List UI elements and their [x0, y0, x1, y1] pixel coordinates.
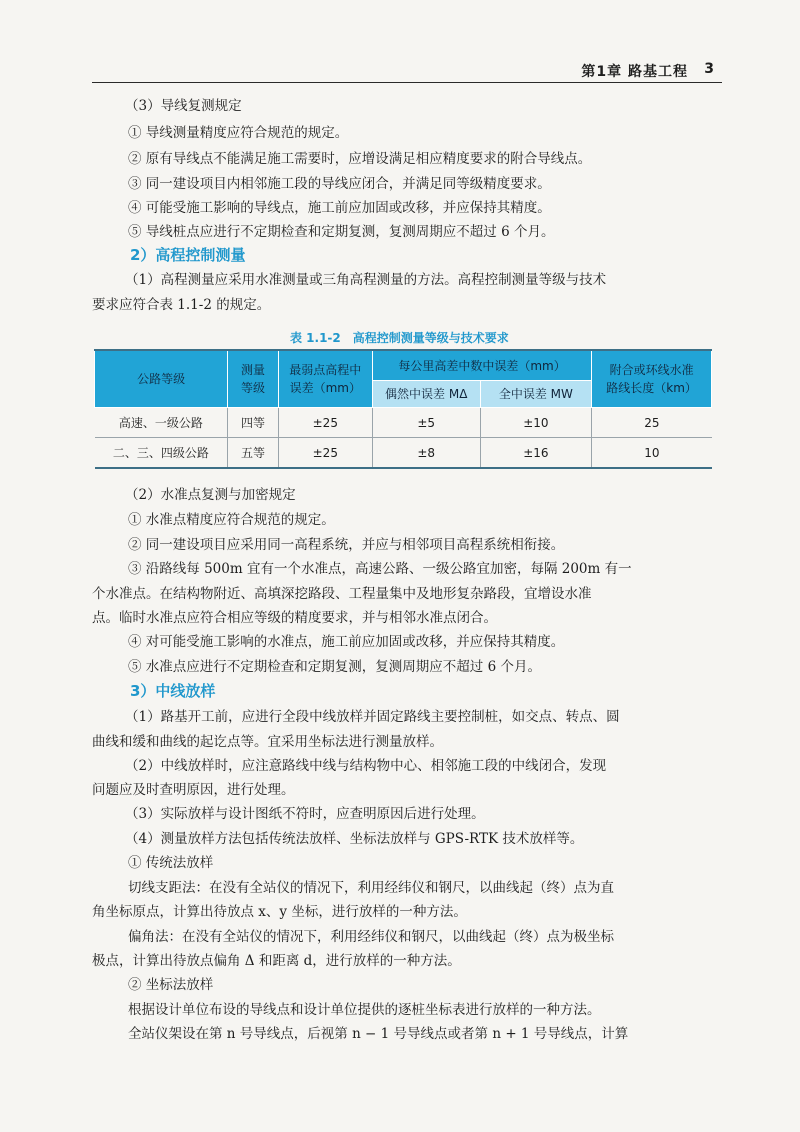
paragraph-line: 切线支距法：在没有全站仪的情况下，利用经纬仪和钢尺，以曲线起（终）点为直	[128, 880, 614, 896]
list-item-cont: 点。临时水准点应符合相应等级的精度要求，并与相邻水准点闭合。	[92, 610, 497, 626]
table-caption: 表 1.1-2 高程控制测量等级与技术要求	[290, 331, 509, 345]
page-header	[0, 58, 800, 84]
paragraph-line: 全站仪架设在第 n 号导线点，后视第 n − 1 号导线点或者第 n + 1 号导线点，计算	[128, 1026, 629, 1042]
table-subheader: 偶然中误差 MΔ	[372, 381, 480, 408]
paragraph-line: （3）实际放样与设计图纸不符时，应查明原因后进行处理。	[125, 806, 485, 822]
paragraph-line: 偏角法：在没有全站仪的情况下，利用经纬仪和钢尺，以曲线起（终）点为极坐标	[128, 929, 614, 945]
table-cell: ±5	[372, 408, 480, 438]
table-row	[95, 408, 712, 438]
paragraph-line: 根据设计单位布设的导线点和设计单位提供的逐桩坐标表进行放样的一种方法。	[128, 1002, 601, 1018]
paragraph-line: 要求应符合表 1.1-2 的规定。	[92, 297, 271, 313]
paragraph-line: （2）中线放样时，应注意路线中线与结构物中心、相邻施工段的中线闭合，发现	[125, 758, 607, 774]
paragraph-line: ② 坐标法放样	[128, 977, 214, 993]
list-item: ② 同一建设项目应采用同一高程系统，并应与相邻项目高程系统相衔接。	[128, 537, 565, 553]
paragraph-line: 曲线和缓和曲线的起讫点等。宜采用坐标法进行测量放样。	[92, 734, 443, 750]
table-cell: 高速、一级公路	[95, 408, 228, 438]
list-item: ⑤ 导线桩点应进行不定期检查和定期复测，复测周期应不超过 6 个月。	[128, 224, 555, 240]
table-cell: 10	[592, 438, 712, 469]
section-title: 2）高程控制测量	[130, 246, 246, 264]
paragraph-line: 角坐标原点，计算出待放点 x、y 坐标，进行放样的一种方法。	[92, 904, 467, 920]
table-cell: 五等	[228, 438, 278, 469]
table-cell: ±8	[372, 438, 480, 469]
paragraph-line: （4）测量放样方法包括传统法放样、坐标法放样与 GPS-RTK 技术放样等。	[125, 831, 584, 847]
paragraph-line: （1）高程测量应采用水准测量或三角高程测量的方法。高程控制测量等级与技术	[125, 272, 607, 288]
list-item: ① 导线测量精度应符合规范的规定。	[128, 125, 349, 141]
list-item: ② 原有导线点不能满足施工需要时，应增设满足相应精度要求的附合导线点。	[128, 151, 592, 167]
page-number: 3	[704, 61, 714, 77]
list-item: ④ 可能受施工影响的导线点，施工前应加固或改移，并应保持其精度。	[128, 200, 551, 216]
table-row	[95, 438, 712, 469]
table-cell: ±10	[480, 408, 592, 438]
header-rule	[92, 82, 722, 83]
table-header: 每公里高差中数中误差（mm）	[372, 350, 591, 381]
list-item: ⑤ 水准点应进行不定期检查和定期复测，复测周期应不超过 6 个月。	[128, 659, 541, 675]
list-item-cont: 个水准点。在结构物附近、高填深挖路段、工程量集中及地形复杂路段，宜增设水准	[92, 586, 592, 602]
paragraph-line: ① 传统法放样	[128, 855, 214, 871]
table-header: 公路等级	[95, 350, 228, 408]
paragraph-line: （1）路基开工前，应进行全段中线放样并固定路线主要控制桩，如交点、转点、圆	[125, 709, 620, 725]
table-cell: 二、三、四级公路	[95, 438, 228, 469]
table-cell: ±25	[278, 408, 372, 438]
section-title: 3）中线放样	[130, 682, 216, 700]
list-item: ③ 沿路线每 500m 宜有一个水准点，高速公路、一级公路宜加密，每隔 200m 有一	[128, 561, 632, 577]
subsection-heading: （3）导线复测规定	[125, 98, 242, 114]
list-item: ④ 对可能受施工影响的水准点，施工前应加固或改移，并应保持其精度。	[128, 634, 565, 650]
table-header: 测量 等级	[228, 350, 278, 408]
table-cell: ±25	[278, 438, 372, 469]
table-cell: 25	[592, 408, 712, 438]
chapter-title: 第1章 路基工程	[581, 64, 688, 80]
table-header: 最弱点高程中 误差（mm）	[278, 350, 372, 408]
list-item: ① 水准点精度应符合规范的规定。	[128, 512, 335, 528]
table-cell: 四等	[228, 408, 278, 438]
elevation-control-table	[94, 349, 712, 469]
table-cell: ±16	[480, 438, 592, 469]
list-item: ③ 同一建设项目内相邻施工段的导线应闭合，并满足同等级精度要求。	[128, 176, 551, 192]
table-header: 附合或环线水准 路线长度（km）	[592, 350, 712, 408]
table-subheader: 全中误差 MW	[480, 381, 592, 408]
subsection-heading: （2）水准点复测与加密规定	[125, 487, 296, 503]
paragraph-line: 问题应及时查明原因，进行处理。	[92, 782, 295, 798]
paragraph-line: 极点，计算出待放点偏角 Δ 和距离 d，进行放样的一种方法。	[92, 953, 461, 969]
